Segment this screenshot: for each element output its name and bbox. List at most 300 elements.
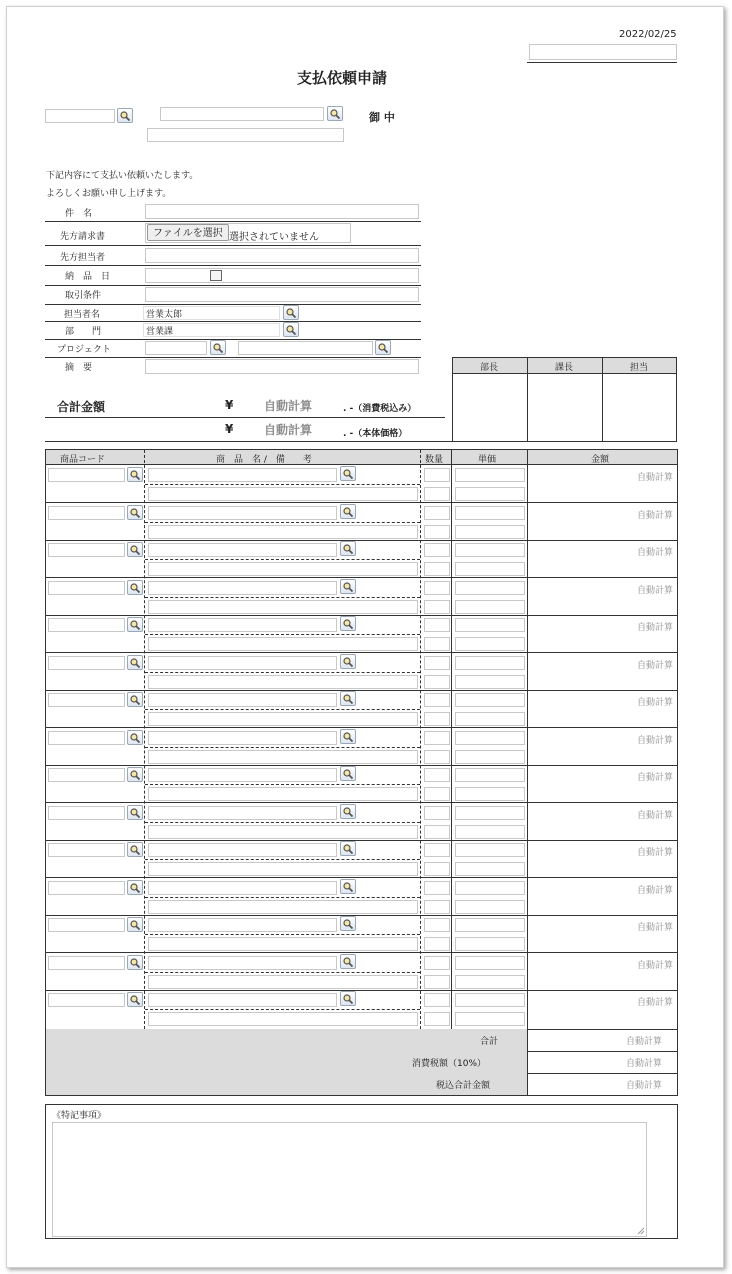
subtotal-label: 合計	[480, 1037, 499, 1047]
item-price-input[interactable]	[455, 956, 525, 970]
row-split	[145, 897, 420, 898]
item-code-search-button[interactable]	[127, 467, 143, 482]
item-code-search-button[interactable]	[127, 842, 143, 857]
item-name-search-button[interactable]	[340, 616, 356, 631]
project-label: プロジェクト	[57, 345, 111, 355]
doc-number-input[interactable]	[529, 44, 677, 60]
search-icon	[129, 619, 141, 631]
search-icon	[342, 806, 354, 818]
search-icon	[129, 882, 141, 894]
row-split	[145, 672, 420, 673]
item-qty-input[interactable]	[424, 506, 450, 520]
item-remarks-input[interactable]	[148, 750, 418, 764]
item-code-input[interactable]	[48, 993, 125, 1007]
item-code-input[interactable]	[48, 731, 125, 745]
form-paper	[6, 6, 724, 1268]
table-row	[46, 803, 677, 841]
search-icon	[129, 544, 141, 556]
item-code-input[interactable]	[48, 618, 125, 632]
search-icon	[342, 768, 354, 780]
item-name-input[interactable]	[148, 656, 337, 670]
item-qty-sub-input[interactable]	[424, 487, 450, 501]
item-remarks-input[interactable]	[148, 562, 418, 576]
item-qty-sub-input[interactable]	[424, 900, 450, 914]
table-row	[46, 653, 677, 691]
project-code-search-button[interactable]	[210, 340, 226, 355]
search-icon	[285, 307, 297, 319]
item-price-sub-input[interactable]	[455, 1012, 525, 1026]
item-name-search-button[interactable]	[340, 766, 356, 781]
summary-table	[45, 1029, 678, 1096]
item-amount-value: 自動計算	[637, 811, 674, 821]
terms-label: 取引条件	[65, 291, 102, 301]
item-amount-value: 自動計算	[637, 473, 674, 483]
item-remarks-input[interactable]	[148, 937, 418, 951]
item-price-sub-input[interactable]	[455, 562, 525, 576]
approval-manager-label: 部長	[480, 363, 499, 373]
item-code-input[interactable]	[48, 843, 125, 857]
item-name-input[interactable]	[148, 731, 337, 745]
yen-symbol: ¥	[225, 398, 234, 412]
item-name-search-button[interactable]	[340, 991, 356, 1006]
search-icon	[129, 994, 141, 1006]
row-divider	[45, 321, 421, 322]
search-icon	[129, 957, 141, 969]
item-qty-sub-input[interactable]	[424, 937, 450, 951]
dept-label: 部 門	[65, 327, 102, 337]
delivery-label: 納 品 日	[65, 272, 111, 282]
search-icon	[342, 918, 354, 930]
total-incl-tax-suffix: . -（消費税込み）	[343, 404, 417, 414]
dept-value: 営業課	[146, 327, 174, 337]
row-divider	[45, 357, 421, 358]
project-name-search-button[interactable]	[375, 340, 391, 355]
item-price-sub-input[interactable]	[455, 900, 525, 914]
table-row	[46, 503, 677, 541]
items-table	[45, 449, 678, 1030]
item-remarks-input[interactable]	[148, 825, 418, 839]
table-row	[46, 540, 677, 578]
item-name-input[interactable]	[148, 543, 337, 557]
item-qty-input[interactable]	[424, 693, 450, 707]
item-qty-input[interactable]	[424, 918, 450, 932]
tax-value: 自動計算	[626, 1059, 663, 1069]
item-price-sub-input[interactable]	[455, 600, 525, 614]
item-code-input[interactable]	[48, 768, 125, 782]
total-excl-tax-suffix: . -（本体価格）	[343, 429, 408, 439]
item-name-search-button[interactable]	[340, 954, 356, 969]
grand-total-value: 自動計算	[626, 1081, 663, 1091]
item-qty-input[interactable]	[424, 581, 450, 595]
item-name-input[interactable]	[148, 581, 337, 595]
item-price-input[interactable]	[455, 693, 525, 707]
item-price-sub-input[interactable]	[455, 787, 525, 801]
item-remarks-input[interactable]	[148, 600, 418, 614]
item-code-search-button[interactable]	[127, 505, 143, 520]
item-remarks-input[interactable]	[148, 1012, 418, 1026]
item-name-search-button[interactable]	[340, 654, 356, 669]
row-split	[145, 972, 420, 973]
item-code-input[interactable]	[48, 918, 125, 932]
table-row	[46, 690, 677, 728]
search-icon	[129, 844, 141, 856]
search-icon	[342, 543, 354, 555]
subject-input[interactable]	[145, 204, 419, 219]
table-row	[46, 728, 677, 766]
item-name-input[interactable]	[148, 468, 337, 482]
item-code-input[interactable]	[48, 581, 125, 595]
item-remarks-input[interactable]	[148, 862, 418, 876]
item-code-input[interactable]	[48, 468, 125, 482]
item-qty-sub-input[interactable]	[424, 525, 450, 539]
item-amount-value: 自動計算	[637, 698, 674, 708]
summary-input[interactable]	[145, 359, 419, 374]
item-qty-input[interactable]	[424, 618, 450, 632]
item-amount-value: 自動計算	[637, 623, 674, 633]
person-input[interactable]	[143, 306, 280, 320]
approval-charge-label: 担当	[630, 363, 649, 373]
item-code-search-button[interactable]	[127, 992, 143, 1007]
item-name-search-button[interactable]	[340, 541, 356, 556]
item-price-sub-input[interactable]	[455, 712, 525, 726]
dept-search-button[interactable]	[283, 322, 299, 337]
item-amount-value: 自動計算	[637, 961, 674, 971]
table-row	[46, 990, 677, 1028]
subject-label: 件 名	[65, 209, 93, 219]
summary-line	[527, 1051, 677, 1052]
search-icon	[129, 694, 141, 706]
row-split	[145, 484, 420, 485]
item-code-search-button[interactable]	[127, 617, 143, 632]
item-amount-value: 自動計算	[637, 923, 674, 933]
row-divider	[45, 304, 421, 305]
row-divider	[45, 285, 421, 286]
item-price-input[interactable]	[455, 918, 525, 932]
item-name-input[interactable]	[148, 956, 337, 970]
item-name-search-button[interactable]	[340, 841, 356, 856]
row-split	[145, 859, 420, 860]
item-price-input[interactable]	[455, 656, 525, 670]
contact-label: 先方担当者	[60, 253, 106, 263]
item-code-input[interactable]	[48, 881, 125, 895]
table-row	[46, 878, 677, 916]
intro-line-1: 下記内容にて支払い依頼いたします。	[46, 171, 199, 181]
search-icon	[342, 656, 354, 668]
item-name-input[interactable]	[148, 768, 337, 782]
item-price-input[interactable]	[455, 768, 525, 782]
item-name-input[interactable]	[148, 918, 337, 932]
search-icon	[285, 324, 297, 336]
row-divider	[45, 245, 421, 246]
table-row	[46, 765, 677, 803]
recipient-suffix: 御 中	[369, 111, 395, 124]
item-amount-value: 自動計算	[637, 998, 674, 1008]
table-row	[46, 578, 677, 616]
choose-file-button[interactable]: ファイルを選択	[147, 224, 229, 241]
search-icon	[377, 342, 389, 354]
row-divider	[45, 339, 421, 340]
item-qty-input[interactable]	[424, 768, 450, 782]
search-icon	[342, 581, 354, 593]
doc-number-underline	[527, 62, 677, 63]
item-qty-sub-input[interactable]	[424, 975, 450, 989]
item-name-search-button[interactable]	[340, 879, 356, 894]
item-qty-input[interactable]	[424, 843, 450, 857]
item-remarks-input[interactable]	[148, 975, 418, 989]
item-code-input[interactable]	[48, 806, 125, 820]
item-price-sub-input[interactable]	[455, 975, 525, 989]
item-qty-input[interactable]	[424, 881, 450, 895]
search-icon	[342, 993, 354, 1005]
item-code-search-button[interactable]	[127, 580, 143, 595]
col-code-header: 商品コード	[60, 455, 106, 465]
item-name-search-button[interactable]	[340, 504, 356, 519]
item-qty-sub-input[interactable]	[424, 675, 450, 689]
vendor-code-search-button[interactable]	[117, 108, 133, 123]
col-amount-header: 金額	[591, 455, 610, 465]
row-split	[145, 784, 420, 785]
search-icon	[129, 469, 141, 481]
item-price-sub-input[interactable]	[455, 825, 525, 839]
vendor-code-input[interactable]	[45, 109, 115, 123]
item-qty-input[interactable]	[424, 993, 450, 1007]
file-status-text: 選択されていません	[229, 232, 319, 243]
search-icon	[342, 956, 354, 968]
item-amount-value: 自動計算	[637, 586, 674, 596]
search-icon	[129, 919, 141, 931]
search-icon	[119, 110, 131, 122]
table-row	[46, 953, 677, 991]
item-qty-sub-input[interactable]	[424, 712, 450, 726]
notes-label: 《特記事項》	[52, 1111, 107, 1121]
row-split	[145, 634, 420, 635]
calendar-icon[interactable]	[210, 270, 222, 281]
terms-input[interactable]	[145, 287, 419, 302]
item-name-search-button[interactable]	[340, 916, 356, 931]
approval-manager-stamp[interactable]	[453, 375, 526, 441]
item-price-input[interactable]	[455, 881, 525, 895]
item-price-sub-input[interactable]	[455, 525, 525, 539]
item-name-input[interactable]	[148, 843, 337, 857]
search-icon	[129, 507, 141, 519]
search-icon	[129, 657, 141, 669]
items-table-header	[46, 450, 677, 465]
row-split	[145, 1009, 420, 1010]
yen-symbol-2: ¥	[225, 422, 234, 436]
item-price-input[interactable]	[455, 506, 525, 520]
project-code-input[interactable]	[145, 341, 207, 355]
table-row	[46, 915, 677, 953]
person-value: 営業太郎	[146, 310, 183, 320]
item-qty-input[interactable]	[424, 543, 450, 557]
item-price-input[interactable]	[455, 731, 525, 745]
item-qty-sub-input[interactable]	[424, 787, 450, 801]
item-amount-value: 自動計算	[637, 736, 674, 746]
item-code-search-button[interactable]	[127, 730, 143, 745]
item-price-sub-input[interactable]	[455, 750, 525, 764]
row-split	[145, 597, 420, 598]
item-remarks-input[interactable]	[148, 787, 418, 801]
contact-input[interactable]	[145, 248, 419, 263]
item-remarks-input[interactable]	[148, 900, 418, 914]
search-icon	[342, 618, 354, 630]
item-amount-value: 自動計算	[637, 548, 674, 558]
item-remarks-input[interactable]	[148, 675, 418, 689]
row-split	[145, 822, 420, 823]
approval-chief-stamp[interactable]	[528, 375, 601, 441]
item-code-search-button[interactable]	[127, 955, 143, 970]
item-amount-value: 自動計算	[637, 773, 674, 783]
summary-line	[527, 1073, 677, 1074]
item-name-input[interactable]	[148, 806, 337, 820]
search-icon	[342, 468, 354, 480]
search-icon	[129, 807, 141, 819]
item-amount-value: 自動計算	[637, 661, 674, 671]
notes-box	[45, 1104, 678, 1239]
search-icon	[342, 693, 354, 705]
table-row	[46, 840, 677, 878]
item-name-input[interactable]	[148, 693, 337, 707]
col-qty-header: 数量	[425, 455, 444, 465]
item-name-input[interactable]	[148, 618, 337, 632]
item-price-sub-input[interactable]	[455, 675, 525, 689]
item-code-input[interactable]	[48, 543, 125, 557]
item-qty-sub-input[interactable]	[424, 637, 450, 651]
table-row	[46, 465, 677, 503]
item-code-search-button[interactable]	[127, 917, 143, 932]
item-remarks-input[interactable]	[148, 712, 418, 726]
person-label: 担当者名	[64, 310, 101, 320]
row-divider	[45, 265, 421, 266]
item-qty-sub-input[interactable]	[424, 600, 450, 614]
approval-chief-label: 課長	[555, 363, 574, 373]
item-code-input[interactable]	[48, 506, 125, 520]
resize-handle-icon[interactable]	[637, 1227, 645, 1235]
item-name-input[interactable]	[148, 881, 337, 895]
item-price-sub-input[interactable]	[455, 637, 525, 651]
search-icon	[342, 506, 354, 518]
item-qty-sub-input[interactable]	[424, 562, 450, 576]
person-search-button[interactable]	[283, 305, 299, 320]
search-icon	[129, 582, 141, 594]
item-name-search-button[interactable]	[340, 691, 356, 706]
search-icon	[342, 843, 354, 855]
subtotal-value: 自動計算	[626, 1037, 663, 1047]
tax-label: 消費税額（10%）	[412, 1059, 487, 1069]
col-price-header: 単価	[478, 455, 497, 465]
approval-charge-stamp[interactable]	[603, 375, 676, 441]
vendor-name-input[interactable]	[160, 107, 324, 121]
item-qty-input[interactable]	[424, 806, 450, 820]
row-split	[145, 747, 420, 748]
delivery-date-input[interactable]	[145, 268, 419, 283]
total-incl-tax-value: 自動計算	[264, 399, 313, 413]
item-qty-input[interactable]	[424, 468, 450, 482]
item-price-input[interactable]	[455, 843, 525, 857]
row-split	[145, 934, 420, 935]
item-code-search-button[interactable]	[127, 542, 143, 557]
total-amount-label: 合計金額	[57, 400, 106, 414]
item-price-sub-input[interactable]	[455, 862, 525, 876]
item-price-input[interactable]	[455, 618, 525, 632]
item-code-input[interactable]	[48, 656, 125, 670]
item-price-input[interactable]	[455, 806, 525, 820]
search-icon	[342, 881, 354, 893]
item-code-search-button[interactable]	[127, 767, 143, 782]
vendor-name-sub-input[interactable]	[147, 128, 344, 142]
row-split	[145, 559, 420, 560]
item-remarks-input[interactable]	[148, 637, 418, 651]
item-amount-value: 自動計算	[637, 848, 674, 858]
item-name-input[interactable]	[148, 506, 337, 520]
dept-input[interactable]	[143, 323, 280, 337]
item-code-search-button[interactable]	[127, 692, 143, 707]
summary-divider	[527, 1029, 528, 1095]
item-qty-input[interactable]	[424, 956, 450, 970]
item-qty-input[interactable]	[424, 731, 450, 745]
grand-total-label: 税込合計金額	[436, 1081, 491, 1091]
item-code-search-button[interactable]	[127, 805, 143, 820]
item-name-search-button[interactable]	[340, 729, 356, 744]
item-qty-sub-input[interactable]	[424, 1012, 450, 1026]
item-name-search-button[interactable]	[340, 466, 356, 481]
item-remarks-input[interactable]	[148, 487, 418, 501]
item-price-sub-input[interactable]	[455, 487, 525, 501]
item-amount-value: 自動計算	[637, 511, 674, 521]
search-icon	[129, 769, 141, 781]
search-icon	[342, 731, 354, 743]
item-qty-sub-input[interactable]	[424, 862, 450, 876]
item-price-input[interactable]	[455, 468, 525, 482]
page-title: 支払依頼申請	[297, 69, 388, 87]
summary-label: 摘 要	[65, 363, 93, 373]
search-icon	[329, 108, 341, 120]
item-name-search-button[interactable]	[340, 804, 356, 819]
item-code-search-button[interactable]	[127, 880, 143, 895]
item-price-sub-input[interactable]	[455, 937, 525, 951]
item-remarks-input[interactable]	[148, 525, 418, 539]
total-bottom-line	[45, 441, 677, 442]
date-text: 2022/02/25	[619, 29, 677, 40]
intro-line-2: よろしくお願い申し上げます。	[46, 189, 172, 199]
item-qty-sub-input[interactable]	[424, 750, 450, 764]
item-price-input[interactable]	[455, 993, 525, 1007]
table-row	[46, 615, 677, 653]
item-qty-input[interactable]	[424, 656, 450, 670]
search-icon	[129, 732, 141, 744]
vendor-name-search-button[interactable]	[327, 106, 343, 121]
item-price-input[interactable]	[455, 581, 525, 595]
total-excl-tax-value: 自動計算	[264, 423, 313, 437]
total-divider	[45, 417, 445, 418]
item-code-input[interactable]	[48, 693, 125, 707]
project-name-input[interactable]	[238, 341, 373, 355]
search-icon	[212, 342, 224, 354]
item-amount-value: 自動計算	[637, 886, 674, 896]
row-split	[145, 522, 420, 523]
item-code-input[interactable]	[48, 956, 125, 970]
col-name-header: 商 品 名 / 備 考	[216, 455, 312, 465]
row-split	[145, 709, 420, 710]
subtotal-row	[46, 1029, 527, 1052]
item-price-input[interactable]	[455, 543, 525, 557]
invoice-label: 先方請求書	[60, 232, 106, 242]
item-name-search-button[interactable]	[340, 579, 356, 594]
notes-textarea[interactable]	[52, 1122, 647, 1237]
item-qty-sub-input[interactable]	[424, 825, 450, 839]
item-code-search-button[interactable]	[127, 655, 143, 670]
item-name-input[interactable]	[148, 993, 337, 1007]
